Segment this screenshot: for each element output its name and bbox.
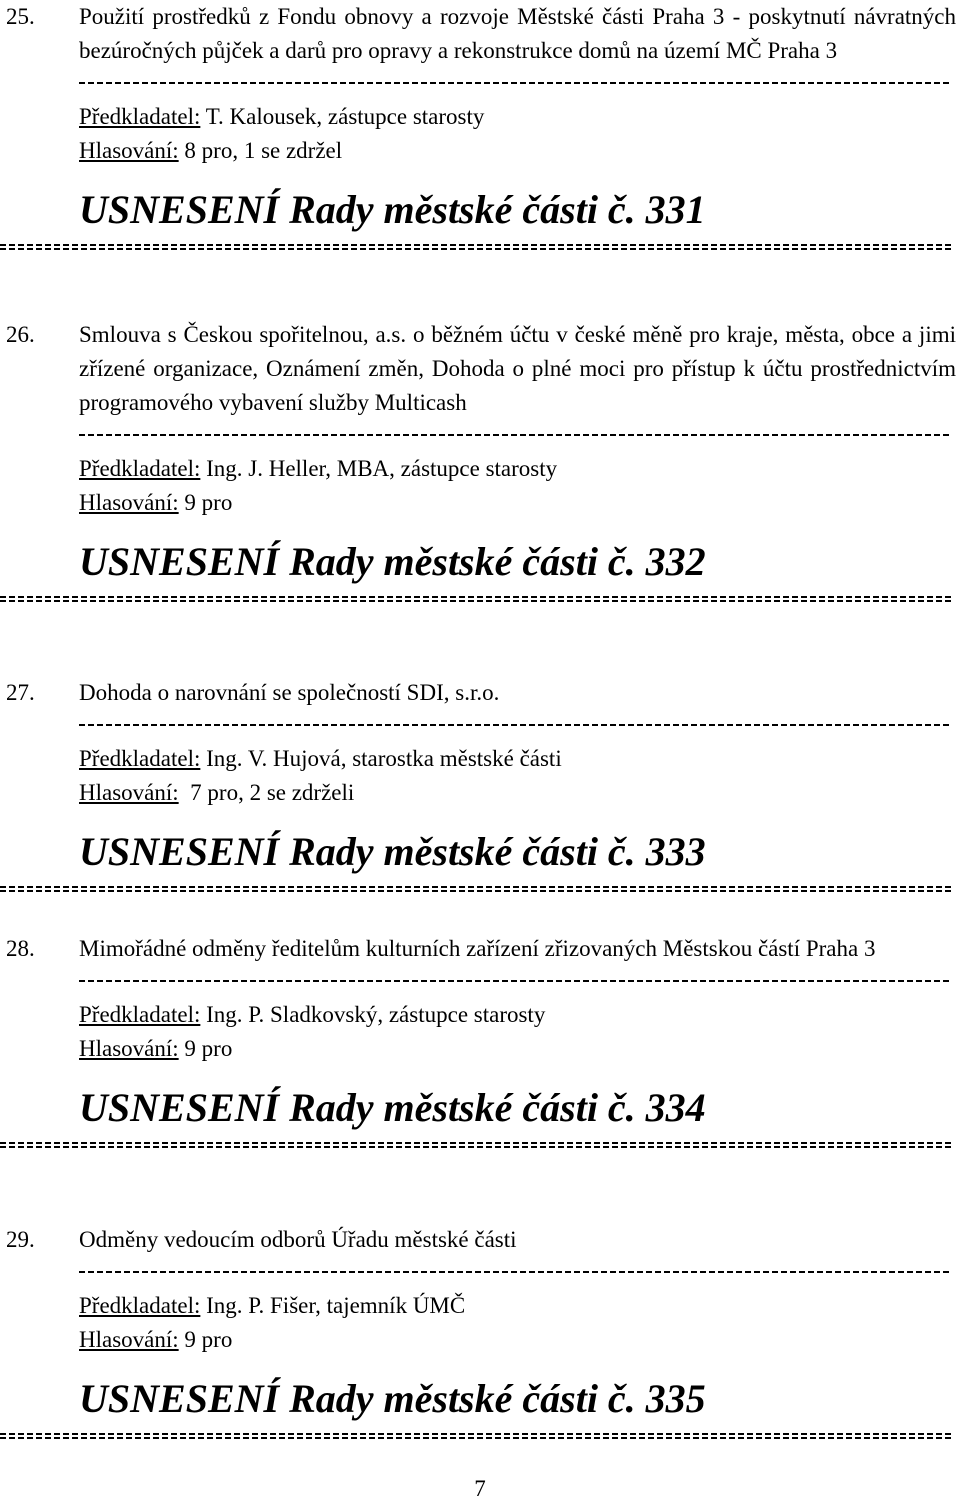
hlasovani-line bbox=[79, 486, 960, 520]
hlasovani-label: Hlasování: bbox=[79, 490, 179, 515]
dashed-divider bbox=[79, 434, 951, 436]
hlasovani-label: Hlasování: bbox=[79, 780, 179, 805]
predkladatel-line bbox=[79, 998, 960, 1032]
predkladatel-line bbox=[79, 100, 960, 134]
predkladatel-label: Předkladatel: bbox=[79, 746, 201, 771]
item-number: 29. bbox=[6, 1227, 35, 1252]
item-title: Mimořádné odměny ředitelům kulturních zařízení zřizovaných Městskou částí Praha 3 bbox=[79, 936, 876, 961]
predkladatel-label: Předkladatel: bbox=[79, 1002, 201, 1027]
item-number: 27. bbox=[6, 680, 35, 705]
hlasovani-label: Hlasování: bbox=[79, 1036, 179, 1061]
item-title: Odměny vedoucím odborů Úřadu městské části bbox=[79, 1227, 517, 1252]
item-title: Použití prostředků z Fondu obnovy a rozvoje Městské části Praha 3 - poskytnutí návratných bezúročných půjček a darů pro opravy a rekonstrukce domů na území MČ Praha 3 bbox=[79, 4, 956, 63]
double-dashed-divider bbox=[0, 244, 952, 250]
hlasovani-label: Hlasování: bbox=[79, 1327, 179, 1352]
resolution-heading: USNESENÍ Rady městské části č. 332 bbox=[79, 539, 706, 584]
agenda-item bbox=[0, 318, 960, 602]
predkladatel-line bbox=[79, 742, 960, 776]
item-number: 28. bbox=[6, 936, 35, 961]
predkladatel-label: Předkladatel: bbox=[79, 456, 201, 481]
dashed-divider bbox=[79, 1271, 951, 1273]
item-number: 25. bbox=[6, 4, 35, 29]
predkladatel-value: T. Kalousek, zástupce starosty bbox=[200, 104, 485, 129]
predkladatel-label: Předkladatel: bbox=[79, 104, 201, 129]
hlasovani-value: 9 pro bbox=[178, 1327, 233, 1352]
predkladatel-value: Ing. V. Hujová, starostka městské části bbox=[200, 746, 562, 771]
double-dashed-divider bbox=[0, 886, 952, 892]
agenda-item bbox=[0, 932, 960, 1148]
hlasovani-line bbox=[79, 134, 960, 168]
resolution-heading: USNESENÍ Rady městské části č. 334 bbox=[79, 1085, 706, 1130]
predkladatel-line bbox=[79, 1289, 960, 1323]
item-title: Dohoda o narovnání se společností SDI, s.r.o. bbox=[79, 680, 500, 705]
double-dashed-divider bbox=[0, 1142, 952, 1148]
agenda-item bbox=[0, 1223, 960, 1439]
dashed-divider bbox=[79, 82, 951, 84]
item-number: 26. bbox=[6, 322, 35, 347]
hlasovani-value: 9 pro bbox=[178, 490, 233, 515]
hlasovani-line bbox=[79, 776, 960, 810]
hlasovani-line bbox=[79, 1032, 960, 1066]
predkladatel-line bbox=[79, 452, 960, 486]
predkladatel-value: Ing. J. Heller, MBA, zástupce starosty bbox=[200, 456, 558, 481]
hlasovani-label: Hlasování: bbox=[79, 138, 179, 163]
item-title: Smlouva s Českou spořitelnou, a.s. o běžném účtu v české měně pro kraje, města, obce a jimi zřízené organizace, Oznámení změn, Dohoda o plné moci pro přístup k účtu prostřednictvím programového vybavení služby Multicash bbox=[79, 322, 956, 415]
predkladatel-label: Předkladatel: bbox=[79, 1293, 201, 1318]
agenda-item bbox=[0, 676, 960, 892]
double-dashed-divider bbox=[0, 596, 952, 602]
predkladatel-value: Ing. P. Fišer, tajemník ÚMČ bbox=[200, 1293, 466, 1318]
hlasovani-line bbox=[79, 1323, 960, 1357]
resolution-heading: USNESENÍ Rady městské části č. 333 bbox=[79, 829, 706, 874]
hlasovani-value: 8 pro, 1 se zdržel bbox=[178, 138, 343, 163]
predkladatel-value: Ing. P. Sladkovský, zástupce starosty bbox=[200, 1002, 546, 1027]
agenda-item bbox=[0, 0, 960, 250]
dashed-divider bbox=[79, 980, 951, 982]
double-dashed-divider bbox=[0, 1433, 952, 1439]
hlasovani-value: 7 pro, 2 se zdrželi bbox=[178, 780, 355, 805]
dashed-divider bbox=[79, 724, 951, 726]
resolution-heading: USNESENÍ Rady městské části č. 331 bbox=[79, 187, 706, 232]
hlasovani-value: 9 pro bbox=[178, 1036, 233, 1061]
page-number: 7 bbox=[474, 1476, 486, 1501]
resolution-heading: USNESENÍ Rady městské části č. 335 bbox=[79, 1376, 706, 1421]
